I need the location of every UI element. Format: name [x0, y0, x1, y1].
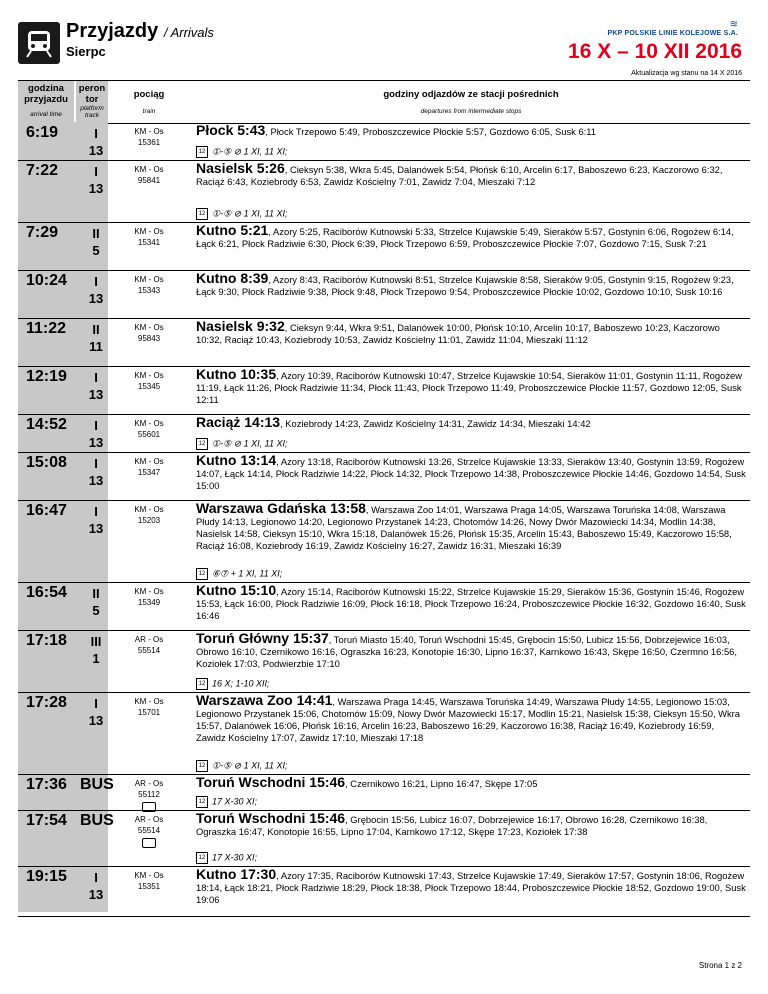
arrival-time: 7:29 — [26, 224, 59, 241]
carrier: KM - Os — [134, 697, 164, 706]
table-row — [18, 630, 750, 693]
carrier: AR - Os — [134, 635, 164, 644]
intermediate-stops — [196, 368, 746, 406]
arrival-time: 17:28 — [26, 694, 67, 711]
arrival-time: 19:15 — [26, 868, 67, 885]
platform: III — [90, 634, 102, 649]
track: 5 — [92, 243, 100, 258]
platform: I — [94, 418, 98, 433]
train-number: 55112 — [138, 790, 160, 799]
platform: I — [94, 456, 98, 471]
schedule-note — [196, 852, 257, 864]
train-info — [114, 814, 184, 851]
train-number: 55514 — [137, 826, 161, 835]
table-row — [18, 366, 750, 415]
origin-station: Kutno 15:10 — [196, 582, 277, 598]
origin-station: Warszawa Zoo 14:41 — [196, 692, 333, 708]
arrival-time: 10:24 — [26, 272, 67, 289]
train-info — [114, 586, 184, 608]
carrier: KM - Os — [134, 505, 164, 514]
platform: I — [94, 870, 98, 885]
train-info — [114, 456, 184, 478]
platform: I — [94, 126, 98, 141]
stops-list: , Warszawa Praga 14:45, Warszawa Toruńska 14:49, Warszawa Płudy 14:55, Legionowo 15:03, Legionowo Przystanek 15:06, Chotomów 15:09, Nowy Dwór Mazowiecki 15:17, Modlin 15:21, Nasielsk 15:38, Cieksyn 15:50, Wkra 15:57, Dalanówek 16:06, Płońsk 16:16, Arcelin 16:23, Baboszewo 16:29, Kaczorowo 16:38, Raciąż 16:49, Koziebrody 16:59, Zawidz Kościelny 17:07, Zawidz 17:10, Mieszaki 17:18 — [196, 696, 741, 743]
platform: I — [94, 164, 98, 179]
table-row — [18, 692, 750, 775]
update-note: Aktualizacja wg stanu na 14 X 2016 — [631, 70, 742, 77]
track: 13 — [88, 291, 104, 306]
schedule-note — [196, 678, 270, 690]
note-text: ⑥⑦ + 1 XI, 11 XI; — [212, 568, 283, 579]
header-time: godzina przyjazdu arrival time — [18, 81, 74, 123]
origin-station: Kutno 10:35 — [196, 366, 277, 382]
calendar-icon: 12 — [196, 852, 208, 864]
intermediate-stops — [196, 272, 746, 298]
track: 11 — [89, 339, 103, 354]
carrier: KM - Os — [134, 165, 164, 174]
track: 13 — [88, 521, 104, 536]
train-number: 95841 — [137, 176, 161, 185]
train-icon — [18, 22, 60, 64]
header-train: pociąg train — [133, 89, 165, 115]
header-track: peron tor platform track — [76, 81, 108, 123]
track: 13 — [88, 387, 104, 402]
train-number: 95843 — [137, 334, 161, 343]
calendar-icon: 12 — [196, 678, 208, 690]
track: 13 — [88, 473, 104, 488]
stops-list: , Cieksyn 9:44, Wkra 9:51, Dalanówek 10:00, Płońsk 10:10, Arcelin 10:17, Baboszewo 10:23, Kaczorowo 10:32, Raciąż 10:43, Koziebrody 10:53, Zawidz Kościelny 11:01, Zawidz 11:04, Mieszaki 11:12 — [196, 322, 720, 345]
stops-list: , Azory 17:35, Raciborów Kutnowski 17:43, Strzelce Kujawskie 17:49, Sieraków 17:57, Gostynin 18:06, Rogożew 18:14, Łąck 18:21, Płock Radziwie 18:29, Płock 18:38, Płock Trzepowo 18:44, Proboszczewice Płockie 18:52, Gozdowo 19:00, Susk 19:06 — [196, 870, 746, 905]
train-number: 15203 — [137, 516, 161, 525]
operator-logo: ≋ PKP POLSKIE LINIE KOLEJOWE S.A. — [607, 19, 738, 37]
bus-label: BUS — [80, 776, 114, 793]
train-number: 15351 — [137, 882, 161, 891]
arrival-time: 16:54 — [26, 584, 67, 601]
table-row — [18, 452, 750, 501]
calendar-icon: 12 — [196, 568, 208, 580]
platform: I — [94, 696, 98, 711]
table-row — [18, 270, 750, 319]
train-number: 15701 — [137, 708, 161, 717]
train-info — [114, 504, 184, 526]
train-number: 15341 — [137, 238, 161, 247]
arrival-time: 14:52 — [26, 416, 67, 433]
stops-list: , Azory 5:25, Raciborów Kutnowski 5:33, Strzelce Kujawskie 5:49, Sieraków 5:57, Gostynin 6:06, Rogożew 6:14, Łąck 6:21, Płock Radziwie 6:30, Płock 6:39, Płock Trzepowo 6:59, Proboszczewice Płockie 7:07, Gozdowo 7:15, Susk 7:21 — [196, 226, 734, 249]
carrier: KM - Os — [134, 127, 164, 136]
origin-station: Płock 5:43 — [196, 122, 266, 138]
schedule-note — [196, 146, 288, 158]
stops-list: , Cieksyn 5:38, Wkra 5:45, Dalanówek 5:54, Płońsk 6:10, Arcelin 6:17, Baboszewo 6:23, Kaczorowo 6:32, Raciąż 6:43, Koziebrody 6:53, Zawidz Kościelny 7:01, Zawidz 7:04, Mieszaki 7:12 — [196, 164, 723, 187]
bus-icon — [142, 838, 156, 848]
train-number: 55601 — [137, 430, 161, 439]
note-text: 16 X; 1-10 XII; — [212, 678, 270, 689]
origin-station: Nasielsk 9:32 — [196, 318, 285, 334]
carrier: KM - Os — [134, 275, 164, 284]
table-header — [18, 80, 750, 124]
pkp-wing-icon: ≋ — [729, 19, 738, 30]
track: 5 — [92, 603, 100, 618]
train-info — [114, 696, 184, 718]
train-info — [114, 226, 184, 248]
carrier: KM - Os — [134, 587, 164, 596]
train-info — [114, 274, 184, 296]
platform: II — [92, 226, 100, 241]
table-row — [18, 810, 750, 867]
origin-station: Toruń Główny 15:37 — [196, 630, 329, 646]
arrival-time: 12:19 — [26, 368, 67, 385]
note-text: ①-⑤ ⊘ 1 XI, 11 XI; — [212, 438, 288, 449]
calendar-icon: 12 — [196, 146, 208, 158]
origin-station: Kutno 8:39 — [196, 270, 269, 286]
table-row — [18, 582, 750, 631]
train-number: 15347 — [137, 468, 161, 477]
schedule-note — [196, 438, 288, 450]
origin-station: Toruń Wschodni 15:46 — [196, 774, 346, 790]
stops-list: , Azory 15:14, Raciborów Kutnowski 15:22, Strzelce Kujawskie 15:29, Sieraków 15:36, Gostynin 15:46, Rogożew 15:53, Łąck 16:00, Płock Radziwie 16:09, Płock 16:18, Płock Trzepowo 16:24, Proboszczewice Płockie 16:32, Gozdowo 16:40, Susk 16:46 — [196, 586, 746, 621]
track: 13 — [88, 143, 104, 158]
carrier: AR - Os — [134, 779, 164, 788]
table-row — [18, 222, 750, 271]
table-row — [18, 866, 750, 917]
origin-station: Kutno 17:30 — [196, 866, 277, 882]
table-row — [18, 774, 750, 811]
carrier: KM - Os — [134, 457, 164, 466]
stops-list: , Azory 8:43, Raciborów Kutnowski 8:51, Strzelce Kujawskie 8:58, Sieraków 9:05, Gostynin 9:15, Rogożew 9:23, Łąck 9:30, Płock Radziwie 9:38, Płock 9:48, Płock Trzepowo 9:54, Proboszczewice Płockie 10:02, Gozdowo 10:10, Susk 10:16 — [196, 274, 734, 297]
intermediate-stops — [196, 416, 746, 430]
bus-label: BUS — [80, 812, 114, 829]
stops-list: , Płock Trzepowo 5:49, Proboszczewice Płockie 5:57, Gozdowo 6:05, Susk 6:11 — [265, 126, 596, 137]
calendar-icon: 12 — [196, 208, 208, 220]
intermediate-stops — [196, 162, 746, 188]
intermediate-stops — [196, 502, 746, 552]
carrier: KM - Os — [134, 371, 164, 380]
stops-list: , Grębocin 15:56, Lubicz 16:07, Dobrzejewice 16:17, Obrowo 16:28, Czernikowo 16:38, Ograszka 16:47, Konotopie 16:55, Lipno 17:04, Karnkowo 17:12, Skępe 17:23, Koziołek 17:38 — [196, 814, 708, 837]
date-range: 16 X – 10 XII 2016 — [568, 40, 742, 63]
station-name: Sierpc — [66, 44, 106, 59]
note-text: 17 X-30 XI; — [212, 852, 258, 863]
carrier: KM - Os — [134, 227, 164, 236]
origin-station: Raciąż 14:13 — [196, 414, 281, 430]
table-row — [18, 160, 750, 223]
schedule-note — [196, 208, 288, 220]
track: 13 — [88, 181, 104, 196]
train-number: 15361 — [137, 138, 161, 147]
track: 13 — [88, 713, 104, 728]
note-text: ①-⑤ ⊘ 1 XI, 11 XI; — [212, 760, 288, 771]
stops-list: , Azory 13:18, Raciborów Kutnowski 13:26, Strzelce Kujawskie 13:33, Sieraków 13:40, Gostynin 13:59, Rogożew 14:07, Łąck 14:14, Płock Radziwie 14:22, Płock 14:32, Płock Trzepowo 14:38, Proboszczewice Płockie 14:46, Gozdowo 14:54, Susk 15:00 — [196, 456, 746, 491]
carrier: KM - Os — [134, 871, 164, 880]
platform: II — [92, 322, 100, 337]
schedule-note — [196, 760, 288, 772]
train-number: 15345 — [137, 382, 161, 391]
carrier: KM - Os — [134, 419, 164, 428]
calendar-icon: 12 — [196, 760, 208, 772]
arrival-time: 17:36 — [26, 776, 67, 793]
page-number: Strona 1 z 2 — [698, 961, 742, 970]
stops-list: , Toruń Miasto 15:40, Toruń Wschodni 15:45, Grębocin 15:50, Lubicz 15:56, Dobrzejewice 16:03, Obrowo 16:10, Czernikowo 16:16, Ograszka 16:23, Konotopie 16:30, Lipno 16:37, Karnkowo 16:43, Skępe 16:50, Czermno 16:56, Koziołek 17:03, Podwierzbie 17:10 — [196, 634, 737, 669]
stops-list: , Azory 10:39, Raciborów Kutnowski 10:47, Strzelce Kujawskie 10:54, Sieraków 11:01, Gostynin 11:11, Rogożew 11:19, Łąck 11:26, Płock Radziwie 11:34, Płock 11:43, Płock Trzepowo 11:49, Proboszczewice Płockie 11:57, Gozdowo 12:05, Susk 12:11 — [196, 370, 742, 405]
intermediate-stops — [196, 584, 746, 622]
intermediate-stops — [196, 224, 746, 250]
origin-station: Kutno 5:21 — [196, 222, 269, 238]
carrier: AR - Os — [134, 815, 164, 824]
calendar-icon: 12 — [196, 796, 208, 808]
note-text: ①-⑤ ⊘ 1 XI, 11 XI; — [212, 146, 288, 157]
intermediate-stops — [196, 868, 746, 906]
platform: I — [94, 504, 98, 519]
stops-list: , Koziebrody 14:23, Zawidz Kościelny 14:31, Zawidz 14:34, Mieszaki 14:42 — [280, 418, 591, 429]
platform: I — [94, 274, 98, 289]
train-info — [114, 418, 184, 440]
note-text: ①-⑤ ⊘ 1 XI, 11 XI; — [212, 208, 288, 219]
train-info — [114, 322, 184, 344]
intermediate-stops — [196, 632, 746, 670]
train-number: 55514 — [137, 646, 161, 655]
table-row — [18, 500, 750, 583]
arrival-time: 11:22 — [26, 320, 67, 337]
table-row — [18, 414, 750, 453]
origin-station: Nasielsk 5:26 — [196, 160, 285, 176]
train-info — [114, 164, 184, 186]
header-stops: godziny odjazdów ze stacji pośrednich departures from intermediate stops — [383, 89, 559, 115]
stops-list: , Czernikowo 16:21, Lipno 16:47, Skępe 17:05 — [345, 778, 538, 789]
arrival-time: 17:54 — [26, 812, 67, 829]
calendar-icon: 12 — [196, 438, 208, 450]
arrival-time: 17:18 — [26, 632, 67, 649]
origin-station: Toruń Wschodni 15:46 — [196, 810, 346, 826]
platform: I — [94, 370, 98, 385]
arrival-time: 15:08 — [26, 454, 67, 471]
origin-station: Warszawa Gdańska 13:58 — [196, 500, 366, 516]
arrival-time: 16:47 — [26, 502, 67, 519]
schedule-note — [196, 568, 282, 580]
intermediate-stops — [196, 124, 746, 138]
table-row — [18, 122, 750, 161]
page-title: Przyjazdy / Arrivals — [66, 20, 214, 42]
origin-station: Kutno 13:14 — [196, 452, 277, 468]
arrival-time: 6:19 — [26, 124, 59, 141]
train-info — [114, 126, 184, 148]
track: 13 — [88, 435, 104, 450]
train-info — [114, 370, 184, 392]
intermediate-stops — [196, 776, 746, 790]
track: 13 — [88, 887, 104, 902]
schedule-note — [196, 796, 257, 808]
train-number: 15343 — [137, 286, 161, 295]
table-row — [18, 318, 750, 367]
intermediate-stops — [196, 812, 746, 838]
arrival-time: 7:22 — [26, 162, 59, 179]
platform: II — [92, 586, 100, 601]
track: 1 — [92, 651, 100, 666]
intermediate-stops — [196, 454, 746, 492]
intermediate-stops — [196, 694, 746, 744]
intermediate-stops — [196, 320, 746, 346]
stops-list: , Warszawa Zoo 14:01, Warszawa Praga 14:05, Warszawa Toruńska 14:08, Warszawa Płudy 14:13, Legionowo 14:20, Legionowo Przystanek 14:23, Chotomów 14:26, Nowy Dwór Mazowiecki 14:34, Modlin 14:38, Nasielsk 14:58, Cieksyn 15:10, Wkra 15:18, Dalanówek 15:26, Płońsk 15:35, Arcelin 15:43, Baboszewo 15:49, Kaczorowo 15:58, Raciąż 16:08, Koziebrody 16:19, Zawidz Kościelny 16:27, Zawidz 16:31, Mieszaki 16:39 — [196, 504, 732, 551]
train-info — [114, 634, 184, 656]
note-text: 17 X-30 XI; — [212, 796, 258, 807]
train-info — [114, 870, 184, 892]
carrier: KM - Os — [134, 323, 164, 332]
train-number: 15349 — [137, 598, 161, 607]
